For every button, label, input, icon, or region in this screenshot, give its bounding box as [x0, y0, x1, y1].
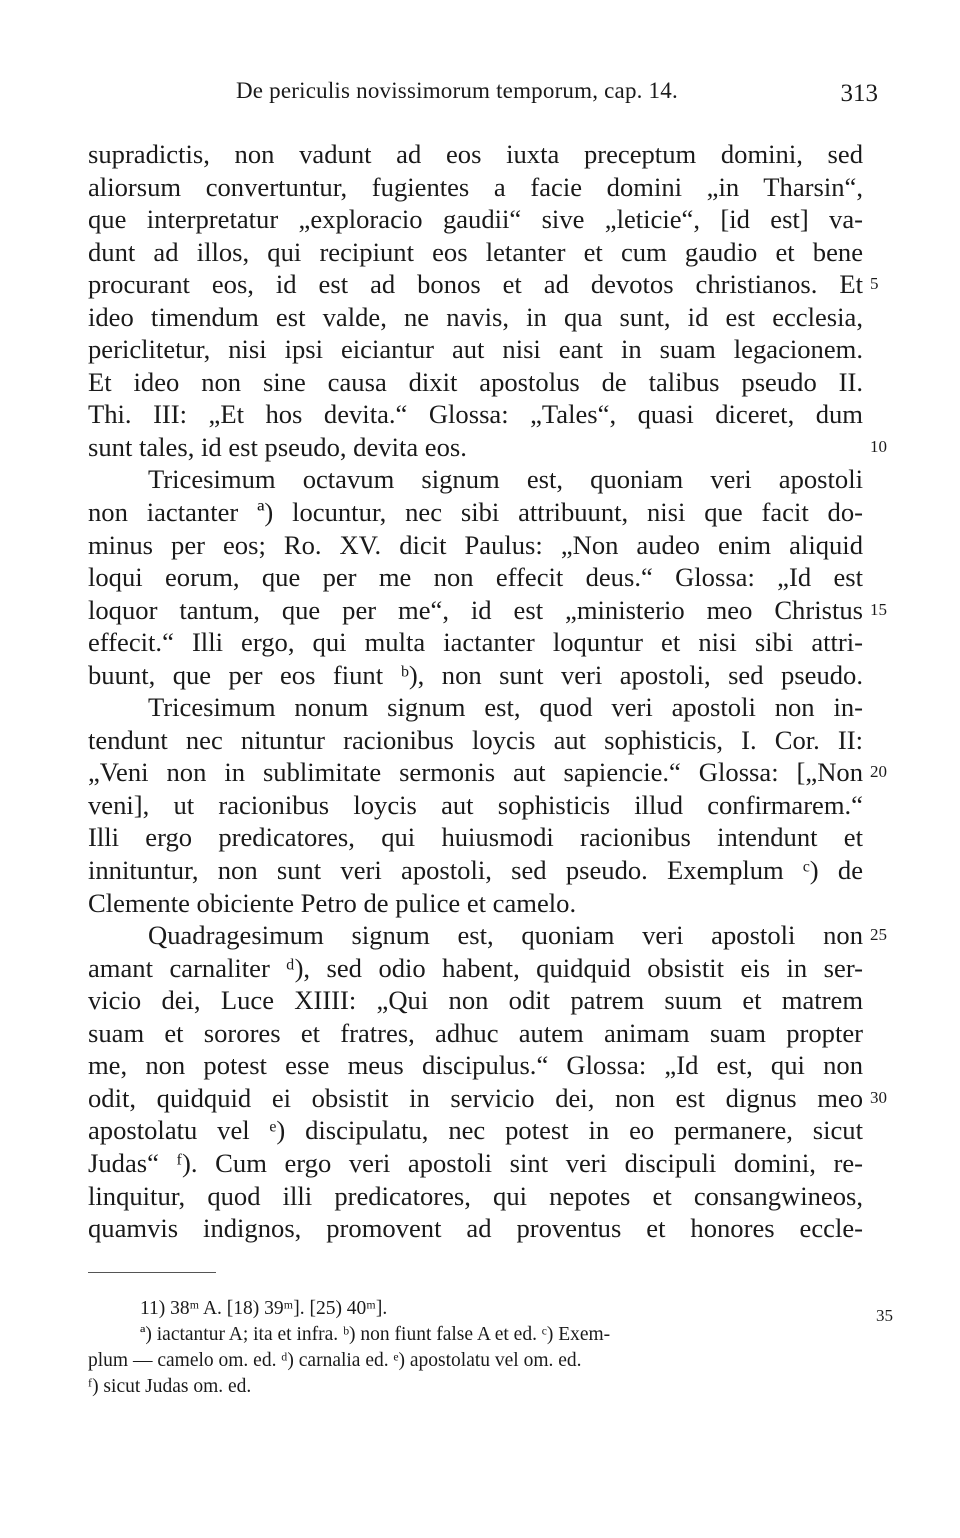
line-number: 5 — [870, 274, 879, 294]
text-line: sunt tales, id est pseudo, devita eos. — [88, 431, 467, 462]
apparatus-line: ᶠ) sicut Judas om. ed. — [88, 1376, 252, 1397]
line-number: 20 — [870, 762, 887, 782]
text-line: me, non potest esse meus discipulus.“ Glossa: „Id est, qui non — [88, 1050, 863, 1081]
line-number: 10 — [870, 436, 887, 456]
text-line: dunt ad illos, qui recipiunt eos letanter et cum gaudio et bene — [88, 236, 863, 267]
text-line: tendunt nec nituntur racionibus loycis aut sophisticis, I. Cor. II: — [88, 724, 863, 755]
text-line: que interpretatur „exploracio gaudii“ sive „leticie“, [id est] va- — [88, 204, 863, 235]
text-line: Clemente obiciente Petro de pulice et camelo. — [88, 887, 577, 918]
text-line: buunt, que per eos fiunt ᵇ), non sunt veri apostoli, sed pseudo. — [88, 659, 863, 690]
line-number: 30 — [870, 1087, 887, 1107]
text-line: amant carnaliter ᵈ), sed odio habent, quidquid obsistit eis in ser- — [88, 952, 863, 983]
text-line: linquitur, quod illi predicatores, qui nepotes et consangwineos, — [88, 1180, 863, 1211]
text-line: Illi ergo predicatores, qui huiusmodi racionibus intendunt et — [88, 822, 863, 853]
text-line: apostolatu vel ᵉ) discipulatu, nec potest in eo permanere, sicut — [88, 1115, 863, 1146]
text-line: aliorsum convertuntur, fugientes a facie domini „in Tharsin“, — [88, 171, 863, 202]
text-line: periclitetur, nisi ipsi eiciantur aut nisi eant in suam legacionem. — [88, 334, 863, 365]
apparatus-line-number: 35 — [876, 1306, 893, 1325]
text-line: innituntur, non sunt veri apostoli, sed pseudo. Exemplum ᶜ) de — [88, 855, 863, 886]
text-line: suam et sorores et fratres, adhuc autem animam suam propter — [88, 1017, 863, 1048]
text-line: odit, quidquid ei obsistit in servicio dei, non est dignus meo — [88, 1082, 863, 1113]
apparatus-line: 11) 38ᵐ A. [18) 39ᵐ]. [25) 40ᵐ]. — [140, 1298, 388, 1319]
line-number: 25 — [870, 925, 887, 945]
text-line: Thi. III: „Et hos devita.“ Glossa: „Tales“, quasi diceret, dum — [88, 399, 863, 430]
running-title: De periculis novissimorum temporum, cap. 14. — [236, 78, 678, 103]
text-line: ideo timendum est valde, ne navis, in qua sunt, id est ecclesia, — [88, 301, 863, 332]
page-number: 313 — [840, 80, 878, 107]
line-number: 15 — [870, 599, 887, 619]
text-line: quamvis indignos, promovent ad proventus et honores eccle- — [88, 1213, 863, 1244]
text-line: procurant eos, id est ad bonos et ad devotos christianos. Et — [88, 269, 863, 300]
text-line: supradictis, non vadunt ad eos iuxta preceptum domini, sed — [88, 139, 863, 169]
paragraph-start-line: Quadragesimum signum est, quoniam veri apostoli non — [148, 920, 863, 951]
text-line: Et ideo non sine causa dixit apostolus de talibus pseudo II. — [88, 366, 863, 397]
text-line: Judas“ ᶠ). Cum ergo veri apostoli sint veri discipuli domini, re- — [88, 1147, 863, 1178]
apparatus-line: plum — camelo om. ed. ᵈ) carnalia ed. ᵉ) apostolatu vel om. ed. — [88, 1350, 582, 1371]
text-line: vicio dei, Luce XIIII: „Qui non odit patrem suum et matrem — [88, 985, 863, 1016]
text-line: loquor tantum, que per me“, id est „ministerio meo Christus — [88, 594, 863, 625]
main-text — [88, 138, 863, 1245]
text-line: veni], ut racionibus loycis aut sophisticis illud confirmarem.“ — [88, 789, 863, 820]
paragraph-start-line: Tricesimum octavum signum est, quoniam veri apostoli — [148, 464, 863, 495]
page-header — [88, 78, 880, 114]
text-line: effecit.“ Illi ergo, qui multa iactanter loquntur et nisi sibi attri- — [88, 627, 863, 658]
text-line: non iactanter ª) locuntur, nec sibi attribuunt, nisi que facit do- — [88, 497, 863, 528]
apparatus-line: ª) iactantur A; ita et infra. ᵇ) non fiunt false A et ed. ᶜ) Exem- — [140, 1324, 611, 1345]
text-line: „Veni non in sublimitate sermonis aut sapiencie.“ Glossa: [„Non — [88, 757, 863, 788]
text-line: minus per eos; Ro. XV. dicit Paulus: „Non audeo enim aliquid — [88, 529, 863, 560]
critical-apparatus — [88, 1296, 878, 1400]
footnote-separator — [88, 1272, 216, 1273]
paragraph-start-line: Tricesimum nonum signum est, quod veri apostoli non in- — [148, 692, 863, 723]
text-line: loqui eorum, que per me non effecit deus.“ Glossa: „Id est — [88, 562, 863, 593]
